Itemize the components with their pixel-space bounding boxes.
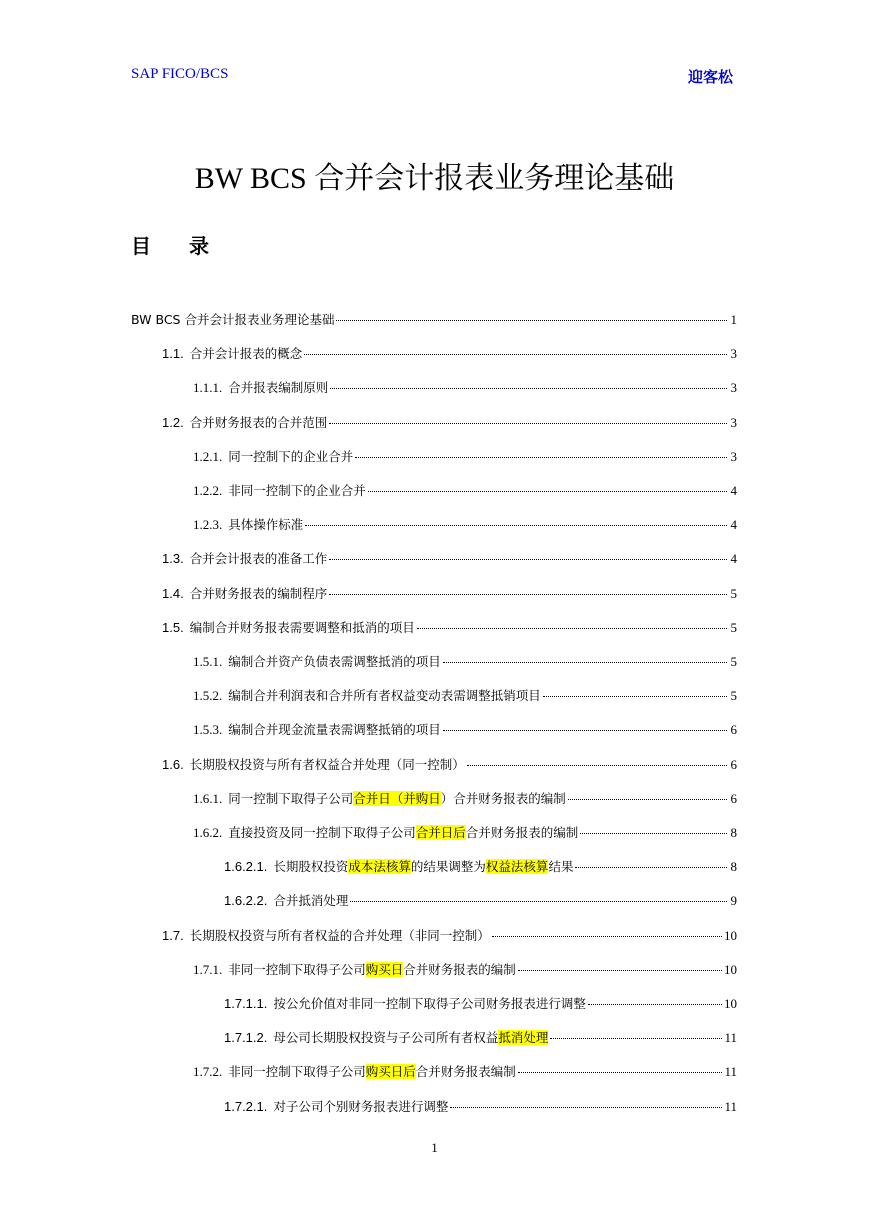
toc-entry-page: 11 bbox=[724, 1098, 737, 1114]
highlighted-text: 购买日 bbox=[365, 961, 404, 977]
toc-entry-number: 1.7. bbox=[162, 927, 184, 943]
dot-leader bbox=[329, 593, 727, 595]
toc-entry[interactable] bbox=[193, 789, 737, 807]
toc-entry-title bbox=[228, 378, 328, 396]
toc-entry-text: 合并财务报表的合并范围 bbox=[189, 414, 328, 430]
toc-entry[interactable] bbox=[193, 481, 737, 499]
toc-entry-text: 长期股权投资与所有者权益合并处理（同一控制） bbox=[189, 756, 465, 772]
toc-entry[interactable] bbox=[193, 447, 737, 465]
toc-entry-page: 3 bbox=[730, 414, 737, 430]
toc-entry-number: 1.6.2.1. bbox=[224, 859, 268, 875]
dot-leader bbox=[350, 900, 727, 902]
toc-entry-title bbox=[273, 891, 348, 909]
toc-entry-text: 同一控制下取得子公司 bbox=[228, 790, 354, 806]
toc-entry-text: 对子公司个别财务报表进行调整 bbox=[273, 1098, 449, 1114]
toc-entry-number: 1.5.1. bbox=[193, 654, 223, 669]
toc-entry-number: 1.5.3. bbox=[193, 722, 223, 738]
toc-entry-text: 编制合并财务报表需要调整和抵消的项目 bbox=[189, 619, 415, 635]
dot-leader bbox=[543, 695, 727, 697]
toc-entry[interactable] bbox=[131, 310, 737, 328]
toc-entry-title bbox=[273, 857, 573, 875]
toc-entry-text: 同一控制下的企业合并 bbox=[228, 448, 354, 464]
toc-entry[interactable] bbox=[224, 1097, 737, 1115]
toc-entry[interactable] bbox=[193, 686, 737, 704]
toc-entry-page: 3 bbox=[730, 380, 737, 396]
dot-leader bbox=[336, 319, 727, 321]
toc-entry-text: 结果 bbox=[548, 859, 574, 875]
toc-entry-title bbox=[228, 652, 441, 670]
toc-entry[interactable] bbox=[224, 891, 737, 909]
toc-entry-page: 4 bbox=[730, 517, 737, 533]
toc-entry-page: 8 bbox=[730, 825, 737, 840]
toc-entry-page: 11 bbox=[724, 1064, 737, 1080]
dot-leader bbox=[417, 627, 727, 629]
toc-entry-page: 10 bbox=[724, 927, 737, 943]
toc-entry-number: 1.6.2.2. bbox=[224, 893, 268, 909]
toc-entry-title bbox=[190, 584, 328, 602]
toc-entry-text: 合并会计报表的概念 bbox=[189, 346, 303, 362]
dot-leader bbox=[550, 1037, 722, 1039]
toc-entry-text: 合并财务报表的编制 bbox=[465, 825, 579, 840]
dot-leader bbox=[467, 764, 727, 766]
toc-entry-title bbox=[273, 1097, 448, 1115]
highlighted-text: 合并日（并购日 bbox=[353, 790, 441, 806]
toc-entry-text: 编制合并现金流量表需调整抵销的项目 bbox=[228, 722, 441, 738]
toc-entry-text: 直接投资及同一控制下取得子公司 bbox=[228, 825, 416, 840]
toc-entry-page: 4 bbox=[730, 483, 737, 498]
toc-entry-number: 1.1. bbox=[162, 346, 184, 362]
toc-entry[interactable] bbox=[162, 584, 737, 602]
toc-entry-title bbox=[228, 515, 303, 533]
highlighted-text: 成本法核算 bbox=[348, 859, 411, 875]
dot-leader bbox=[329, 422, 727, 424]
toc-entry-page: 6 bbox=[730, 756, 737, 772]
toc-entry-text: 长期股权投资与所有者权益的合并处理（非同一控制） bbox=[189, 927, 490, 943]
toc-entry-title bbox=[273, 1028, 548, 1046]
toc-entry-page: 3 bbox=[730, 346, 737, 362]
highlighted-text: 购买日后 bbox=[365, 1064, 416, 1080]
toc-entry-number: 1.7.1.2. bbox=[224, 1030, 268, 1046]
dot-leader bbox=[580, 832, 727, 834]
toc-entry-text: 合并财务报表的编制程序 bbox=[189, 585, 328, 601]
dot-leader bbox=[329, 558, 727, 560]
toc-heading: 目录 bbox=[131, 234, 247, 258]
toc-entry[interactable] bbox=[193, 1062, 737, 1080]
toc-entry-text: 按公允价值对非同一控制下取得子公司财务报表进行调整 bbox=[273, 996, 586, 1011]
toc-entry-number: 1.3. bbox=[162, 551, 184, 567]
toc-entry-title bbox=[190, 344, 303, 362]
dot-leader bbox=[368, 490, 727, 492]
toc-entry-text: 非同一控制下取得子公司 bbox=[228, 1064, 366, 1080]
dot-leader bbox=[305, 524, 727, 526]
dot-leader bbox=[492, 935, 722, 937]
toc-entry-page: 5 bbox=[730, 585, 737, 601]
toc-entry-text: 编制合并资产负债表需调整抵消的项目 bbox=[228, 654, 441, 669]
toc-entry-title bbox=[190, 618, 415, 636]
toc-entry-title bbox=[228, 789, 566, 807]
toc-entry-number: 1.2. bbox=[162, 414, 184, 430]
toc-entry-number: 1.6.1. bbox=[193, 790, 223, 806]
toc-entry-title bbox=[190, 926, 490, 944]
toc-entry-number: 1.2.3. bbox=[193, 517, 223, 533]
toc-entry-page: 1 bbox=[730, 312, 737, 327]
dot-leader bbox=[568, 798, 727, 800]
toc-entry-text: BW BCS 合并会计报表业务理论基础 bbox=[131, 312, 335, 327]
toc-entry-text: 非同一控制下取得子公司 bbox=[228, 961, 366, 977]
toc-entry-number: 1.5. bbox=[162, 619, 184, 635]
header-left-text: SAP FICO/BCS bbox=[131, 66, 229, 82]
toc-entry-title bbox=[131, 310, 334, 328]
toc-entry-page: 10 bbox=[724, 996, 737, 1011]
toc-entry-page: 8 bbox=[730, 859, 737, 875]
toc-entry-title bbox=[228, 823, 578, 841]
toc-entry-page: 5 bbox=[730, 688, 737, 704]
toc-entry[interactable] bbox=[162, 413, 737, 431]
toc-entry-number: 1.7.1. bbox=[193, 961, 223, 977]
toc-entry-page: 6 bbox=[730, 722, 737, 738]
toc-entry[interactable] bbox=[162, 926, 737, 944]
toc-entry-text: 合并财务报表的编制 bbox=[403, 961, 516, 977]
dot-leader bbox=[575, 866, 727, 868]
toc-entry-text: 长期股权投资 bbox=[273, 859, 349, 875]
toc-entry-title bbox=[228, 720, 441, 738]
toc-entry[interactable] bbox=[224, 857, 737, 875]
dot-leader bbox=[518, 1071, 723, 1073]
toc-entry-number: 1.5.2. bbox=[193, 688, 223, 704]
toc-entry-number: 1.6.2. bbox=[193, 825, 223, 840]
toc-entry-number: 1.6. bbox=[162, 756, 184, 772]
dot-leader bbox=[588, 1003, 722, 1005]
toc-entry-title bbox=[228, 447, 353, 465]
toc-entry-title bbox=[228, 1062, 516, 1080]
dot-leader bbox=[443, 661, 727, 663]
toc-entry[interactable] bbox=[224, 1028, 737, 1046]
highlighted-text: 抵消处理 bbox=[498, 1030, 549, 1046]
toc-entry-text: ）合并财务报表的编制 bbox=[440, 790, 566, 806]
toc-entry[interactable] bbox=[162, 618, 737, 636]
toc-entry-page: 3 bbox=[730, 448, 737, 464]
highlighted-text: 权益法核算 bbox=[485, 859, 549, 875]
toc-entry-text: 具体操作标准 bbox=[228, 517, 304, 533]
toc-entry-number: 1.7.2. bbox=[193, 1064, 223, 1080]
toc-entry-text: 合并会计报表的准备工作 bbox=[189, 551, 328, 567]
toc-entry-number: 1.7.1.1. bbox=[224, 996, 268, 1011]
toc-entry-number: 1.1.1. bbox=[193, 380, 223, 396]
toc-entry-title bbox=[228, 481, 366, 499]
toc-entry-text: 的结果调整为 bbox=[410, 859, 486, 875]
toc-entry-number: 1.4. bbox=[162, 585, 184, 601]
toc-entry-title bbox=[228, 960, 516, 978]
toc-entry-text: 合并财务报表编制 bbox=[415, 1064, 516, 1080]
toc-entry[interactable] bbox=[193, 652, 737, 670]
toc-entry[interactable] bbox=[162, 344, 737, 362]
page-number: 1 bbox=[431, 1140, 438, 1155]
toc-entry-title bbox=[190, 413, 328, 431]
toc-entry-title bbox=[190, 755, 465, 773]
toc-entry[interactable] bbox=[162, 755, 737, 773]
toc-entry-number: 1.2.2. bbox=[193, 483, 223, 498]
toc-entry-page: 11 bbox=[724, 1030, 737, 1046]
toc-entry[interactable] bbox=[224, 994, 737, 1012]
toc-entry[interactable] bbox=[193, 515, 737, 533]
toc-entry-title bbox=[228, 686, 541, 704]
toc-entry-page: 10 bbox=[724, 961, 737, 977]
toc-entry[interactable] bbox=[193, 960, 737, 978]
toc-entry-text: 合并报表编制原则 bbox=[228, 380, 329, 396]
toc-entry-page: 5 bbox=[730, 654, 737, 669]
toc-entry[interactable] bbox=[162, 549, 737, 567]
highlighted-text: 合并日后 bbox=[415, 825, 466, 840]
dot-leader bbox=[330, 387, 727, 389]
header-right-text: 迎客松 bbox=[687, 68, 733, 86]
toc-entry-title bbox=[273, 994, 586, 1012]
toc-entry-number: 1.7.2.1. bbox=[224, 1098, 268, 1114]
toc-entry-page: 4 bbox=[730, 551, 737, 567]
toc-entry[interactable] bbox=[193, 378, 737, 396]
toc-entry-text: 母公司长期股权投资与子公司所有者权益 bbox=[273, 1030, 499, 1046]
toc-entry-page: 5 bbox=[730, 619, 737, 635]
toc-entry-text: 合并抵消处理 bbox=[273, 893, 349, 909]
toc-entry-text: 非同一控制下的企业合并 bbox=[228, 483, 366, 498]
toc-entry-number: 1.2.1. bbox=[193, 448, 223, 464]
toc-entry[interactable] bbox=[193, 720, 737, 738]
dot-leader bbox=[518, 969, 722, 971]
dot-leader bbox=[450, 1106, 722, 1108]
document-title: BW BCS 合并会计报表业务理论基础 bbox=[194, 162, 675, 195]
dot-leader bbox=[443, 729, 727, 731]
dot-leader bbox=[355, 456, 727, 458]
toc-entry-page: 9 bbox=[730, 893, 737, 909]
toc-entry-title bbox=[190, 549, 328, 567]
toc-entry-text: 编制合并利润表和合并所有者权益变动表需调整抵销项目 bbox=[228, 688, 541, 704]
dot-leader bbox=[304, 353, 727, 355]
toc-entry[interactable] bbox=[193, 823, 737, 841]
toc-entry-page: 6 bbox=[730, 790, 737, 806]
